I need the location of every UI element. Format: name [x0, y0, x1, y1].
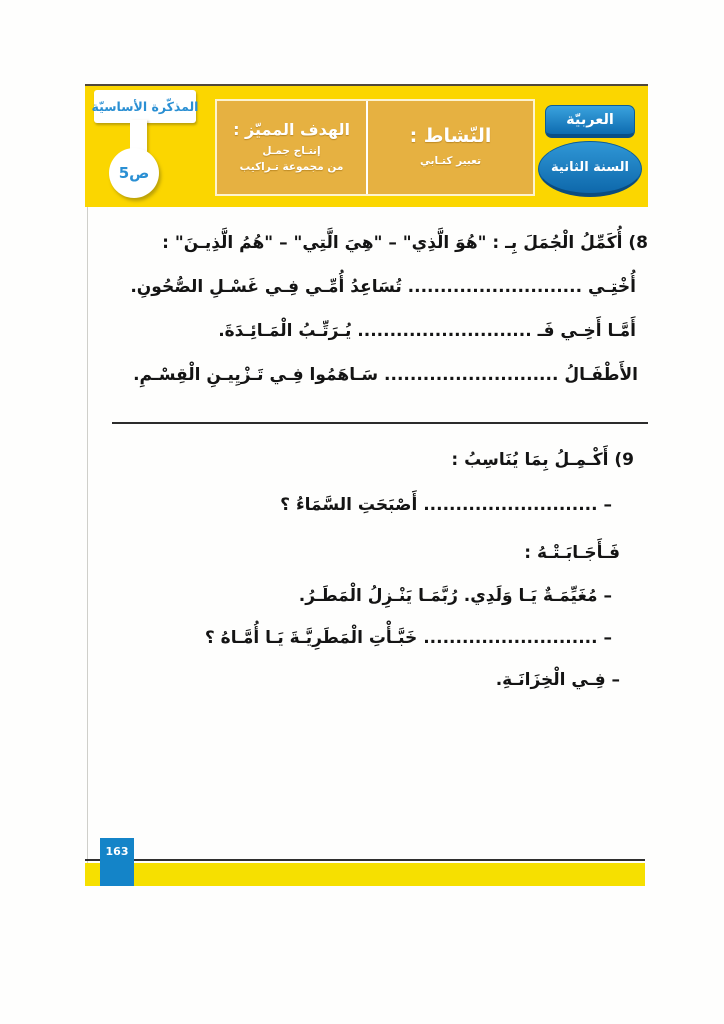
- activity-subtitle: تعبير كتـابي: [419, 155, 482, 168]
- lesson-info-box: [215, 99, 535, 196]
- subject-badge-text: العربيّة: [566, 112, 614, 128]
- exercise-8-heading: 8) أُكَمِّلُ الْجُمَلَ بِـ : "هُوَ الَّذِي" – "هِيَ الَّتِي" – "هُمُ الَّذِيـنَ" :: [162, 233, 648, 253]
- grade-badge-text: السنة الثانية: [551, 160, 629, 175]
- exercise-8-line-1: أُخْتِـي ........................... تُسَاعِدُ أُمِّـي فِـي غَسْـلِ الصُّحُونِ.: [130, 277, 636, 297]
- exercise-8-line-2: أَمَّـا أَخِـي فَـ ........................... يُـرَتِّـبُ الْمَـائِـدَةَ.: [218, 321, 636, 341]
- subject-badge: [545, 105, 635, 138]
- activity-column: [366, 101, 533, 194]
- exercise-9-line-1: – ........................... أَصْبَحَتِ السَّمَاءُ ؟: [280, 495, 612, 515]
- section-divider: [112, 422, 648, 424]
- objective-line1: إنتـاج جمـل: [262, 144, 321, 157]
- exercise-9-line-5: – فِـي الْخِزَانَـةِ.: [495, 670, 620, 690]
- series-title-text: المذكّرة الأساسيّة: [91, 99, 199, 114]
- header-band: [85, 84, 648, 207]
- grade-badge: [538, 141, 642, 197]
- exercise-9-line-4: – ........................... خَبَّـأْتِ الْمَطَرِيَّـةَ يَـا أُمَّـاهُ ؟: [204, 628, 612, 648]
- exercise-9-line-3: – مُغَيِّمَـةٌ يَـا وَلَدِي. رُبَّمَـا يَنْـزِلُ الْمَطَـرُ.: [298, 586, 612, 606]
- objective-column: [217, 101, 366, 194]
- footer-yellow-bar: [85, 863, 645, 886]
- exercise-8-line-3: الأَطْفَـالُ ........................... سَـاهَمُوا فِـي تَـزْيِيـنِ الْقِسْـمِ.: [133, 365, 638, 385]
- activity-title: النّشاط :: [409, 125, 492, 148]
- exercise-9-line-2: فَـأَجَـابَـتْـهُ :: [524, 543, 620, 563]
- footer-rule: [85, 859, 645, 861]
- page-number-text: 163: [105, 845, 129, 858]
- page-ref-circle: [109, 148, 159, 198]
- series-title-tab: [91, 90, 199, 123]
- page-number-badge: [100, 838, 134, 886]
- exercise-9-heading: 9) أَكْـمِـلُ بِمَا يُنَاسِبُ :: [451, 450, 634, 470]
- page-ref-text: ص5: [118, 164, 150, 182]
- objective-title: الهدف المميّز :: [233, 119, 350, 139]
- objective-line2: من مجموعة تـراكيب: [239, 161, 344, 173]
